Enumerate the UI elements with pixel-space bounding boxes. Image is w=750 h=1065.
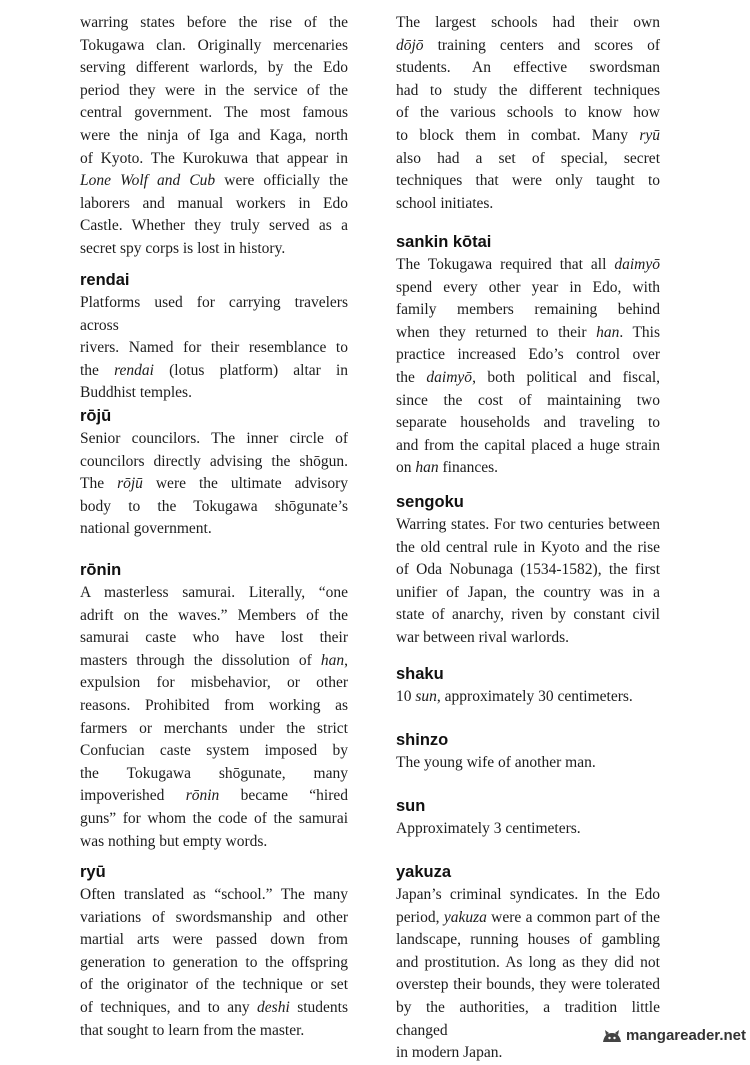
text-line: the old central rule in Kyoto and the rise xyxy=(396,538,660,556)
text-line: in modern Japan. xyxy=(396,1044,503,1062)
text-line: samurai caste who have lost their xyxy=(80,629,348,647)
text-line: the Tokugawa shōgunate, many xyxy=(80,764,348,782)
text-line: overstep their bounds, they were tolerated xyxy=(396,976,660,994)
text-line: were the ninja of Iga and Kaga, north xyxy=(80,126,348,144)
text-line: dōjō training centers and scores of xyxy=(396,36,660,54)
entry-term: yakuza xyxy=(396,863,452,881)
text-line: unifier of Japan, the country was in a xyxy=(396,583,660,601)
text-line: generation to generation to the offspring xyxy=(80,953,348,971)
text-line: had to study the different techniques xyxy=(396,81,660,99)
text-line: period, yakuza were a common part of the xyxy=(396,908,660,926)
text-line: since the cost of maintaining two xyxy=(396,391,660,409)
text-line: techniques that were only taught to xyxy=(396,172,660,190)
text-line: to block them in combat. Many ryū xyxy=(396,126,660,144)
text-line: was nothing but empty words. xyxy=(80,832,268,850)
text-line: impoverished rōnin became “hired xyxy=(80,787,348,805)
text-line: masters through the dissolution of han, xyxy=(80,651,348,669)
text-line: 10 sun, approximately 30 centimeters. xyxy=(396,688,633,705)
text-line: of Kyoto. The Kurokuwa that appear in xyxy=(80,149,348,167)
entry-term: sengoku xyxy=(396,493,464,511)
text-line: serving different warlords, by the Edo xyxy=(80,59,348,77)
text-line: that sought to learn from the master. xyxy=(80,1021,305,1039)
italic-term: han xyxy=(596,323,620,341)
text-line: and from the capital placed a huge strain xyxy=(396,436,660,454)
italic-term: dōjō xyxy=(396,36,424,54)
italic-term: rōnin xyxy=(185,787,220,805)
entry-term: ryū xyxy=(80,863,106,881)
text-line: adrift on the waves.” Members of the xyxy=(80,606,348,624)
text-line: farmers or merchants under the strict xyxy=(80,719,348,737)
entry-sankin-kotai xyxy=(396,232,660,480)
entry-continuation xyxy=(80,12,348,261)
italic-term: yakuza xyxy=(443,908,487,926)
text-line: The largest schools had their own xyxy=(396,14,660,31)
entry-body xyxy=(396,818,660,841)
entry-body xyxy=(80,428,348,541)
text-line: when they returned to their han. This xyxy=(396,323,661,341)
entry-body xyxy=(80,884,348,1042)
text-line: expulsion for misbehavior, or other xyxy=(80,674,348,692)
text-line: central government. The most famous xyxy=(80,104,348,122)
entry-body xyxy=(396,254,660,480)
entry-term: shaku xyxy=(396,665,444,683)
entry-shinzo xyxy=(396,730,660,775)
text-line: councilors directly advising the shōgun. xyxy=(80,452,348,470)
text-line: martial arts were passed down from xyxy=(80,931,348,949)
entry-term: rōjū xyxy=(80,407,112,425)
entry-term: rendai xyxy=(80,271,130,289)
text-line: spend every other year in Edo, with xyxy=(396,278,660,296)
italic-term: sun xyxy=(415,688,437,705)
entry-ryu-continued xyxy=(396,12,660,215)
text-line: reasons. Prohibited from working as xyxy=(80,696,348,714)
watermark[interactable] xyxy=(601,1027,746,1044)
italic-term: ryū xyxy=(639,126,660,144)
entry-sun xyxy=(396,796,660,841)
entry-body xyxy=(396,514,660,650)
entry-term: sankin kōtai xyxy=(396,233,492,251)
text-line: period they were in the service of the xyxy=(80,81,348,99)
text-line: on han finances. xyxy=(396,459,499,477)
text-line: of techniques, and to any deshi students xyxy=(80,998,349,1016)
text-line: landscape, running houses of gambling xyxy=(396,931,660,949)
text-line: the rendai (lotus platform) altar in xyxy=(80,361,349,379)
text-line: the daimyō, both political and fiscal, xyxy=(396,368,661,386)
text-line: Castle. Whether they truly served as a xyxy=(80,217,348,235)
text-line: variations of swordsmanship and other xyxy=(80,908,348,926)
text-line: secret spy corps is lost in history. xyxy=(80,239,286,257)
text-line: A masterless samurai. Literally, “one xyxy=(80,584,348,601)
text-line: body to the Tokugawa shōgunate’s xyxy=(80,497,348,515)
text-line: state of anarchy, riven by constant civil xyxy=(396,606,660,624)
text-line: Platforms used for carrying travelers across xyxy=(80,294,348,334)
entry-body xyxy=(396,686,660,709)
italic-term: han xyxy=(415,459,439,477)
entry-ronin xyxy=(80,560,348,853)
watermark-text: mangareader.net xyxy=(625,1027,746,1044)
text-line: of the various schools to know how xyxy=(396,104,660,122)
entry-term: rōnin xyxy=(80,561,122,579)
text-line: rivers. Named for their resemblance to xyxy=(80,339,348,357)
entry-sengoku xyxy=(396,492,660,650)
text-line: practice increased Edo’s control over xyxy=(396,346,660,364)
italic-term: rōjū xyxy=(117,475,143,493)
entry-body xyxy=(396,12,660,215)
italic-term: Lone Wolf and Cub xyxy=(80,172,216,190)
text-line: Confucian caste system imposed by xyxy=(80,742,348,760)
text-line: The Tokugawa required that all daimyō xyxy=(396,256,660,273)
text-line: Often translated as “school.” The many xyxy=(80,886,348,903)
italic-term: han xyxy=(320,651,345,669)
text-line: Tokugawa clan. Originally mercenaries xyxy=(80,36,348,54)
italic-term: daimyō xyxy=(614,256,660,273)
text-line: laborers and manual workers in Edo xyxy=(80,194,348,212)
text-line: warring states before the rise of the xyxy=(80,14,348,31)
text-line: guns” for whom the code of the samurai xyxy=(80,809,348,827)
text-line: war between rival warlords. xyxy=(396,628,570,646)
entry-body xyxy=(80,292,348,405)
entry-ryu xyxy=(80,862,348,1042)
text-line: of Oda Nobunaga (1534-1582), the first xyxy=(396,561,660,579)
text-line: Warring states. For two centuries between xyxy=(396,516,660,533)
entry-rendai xyxy=(80,270,348,405)
entry-body xyxy=(396,752,660,775)
text-line: Lone Wolf and Cub were officially the xyxy=(80,172,348,190)
text-line: and prostitution. As long as they did not xyxy=(396,953,660,971)
text-line: The rōjū were the ultimate advisory xyxy=(80,475,348,493)
text-line: students. An effective swordsman xyxy=(396,59,660,77)
entry-shaku xyxy=(396,664,660,709)
text-line: of the originator of the technique or set xyxy=(80,976,348,994)
italic-term: rendai xyxy=(114,361,154,379)
entry-term: sun xyxy=(396,797,426,815)
text-line: Japan’s criminal syndicates. In the Edo xyxy=(396,886,660,903)
entry-term: shinzo xyxy=(396,731,449,749)
text-line: national government. xyxy=(80,520,212,538)
text-line: also had a set of special, secret xyxy=(396,149,660,167)
entry-body xyxy=(80,12,348,261)
text-line: separate households and traveling to xyxy=(396,414,660,432)
text-line: school initiates. xyxy=(396,194,494,212)
text-line: Senior councilors. The inner circle of xyxy=(80,430,348,447)
text-line: Approximately 3 centimeters. xyxy=(396,820,581,837)
text-line: by the authorities, a tradition little changed xyxy=(396,998,660,1039)
cat-icon xyxy=(601,1028,623,1044)
text-line: The young wife of another man. xyxy=(396,754,596,771)
italic-term: deshi xyxy=(257,998,290,1016)
text-line: Buddhist temples. xyxy=(80,384,192,402)
entry-roju xyxy=(80,406,348,541)
italic-term: daimyō xyxy=(426,368,473,386)
entry-body xyxy=(80,582,348,853)
text-line: family members remaining behind xyxy=(396,301,660,319)
